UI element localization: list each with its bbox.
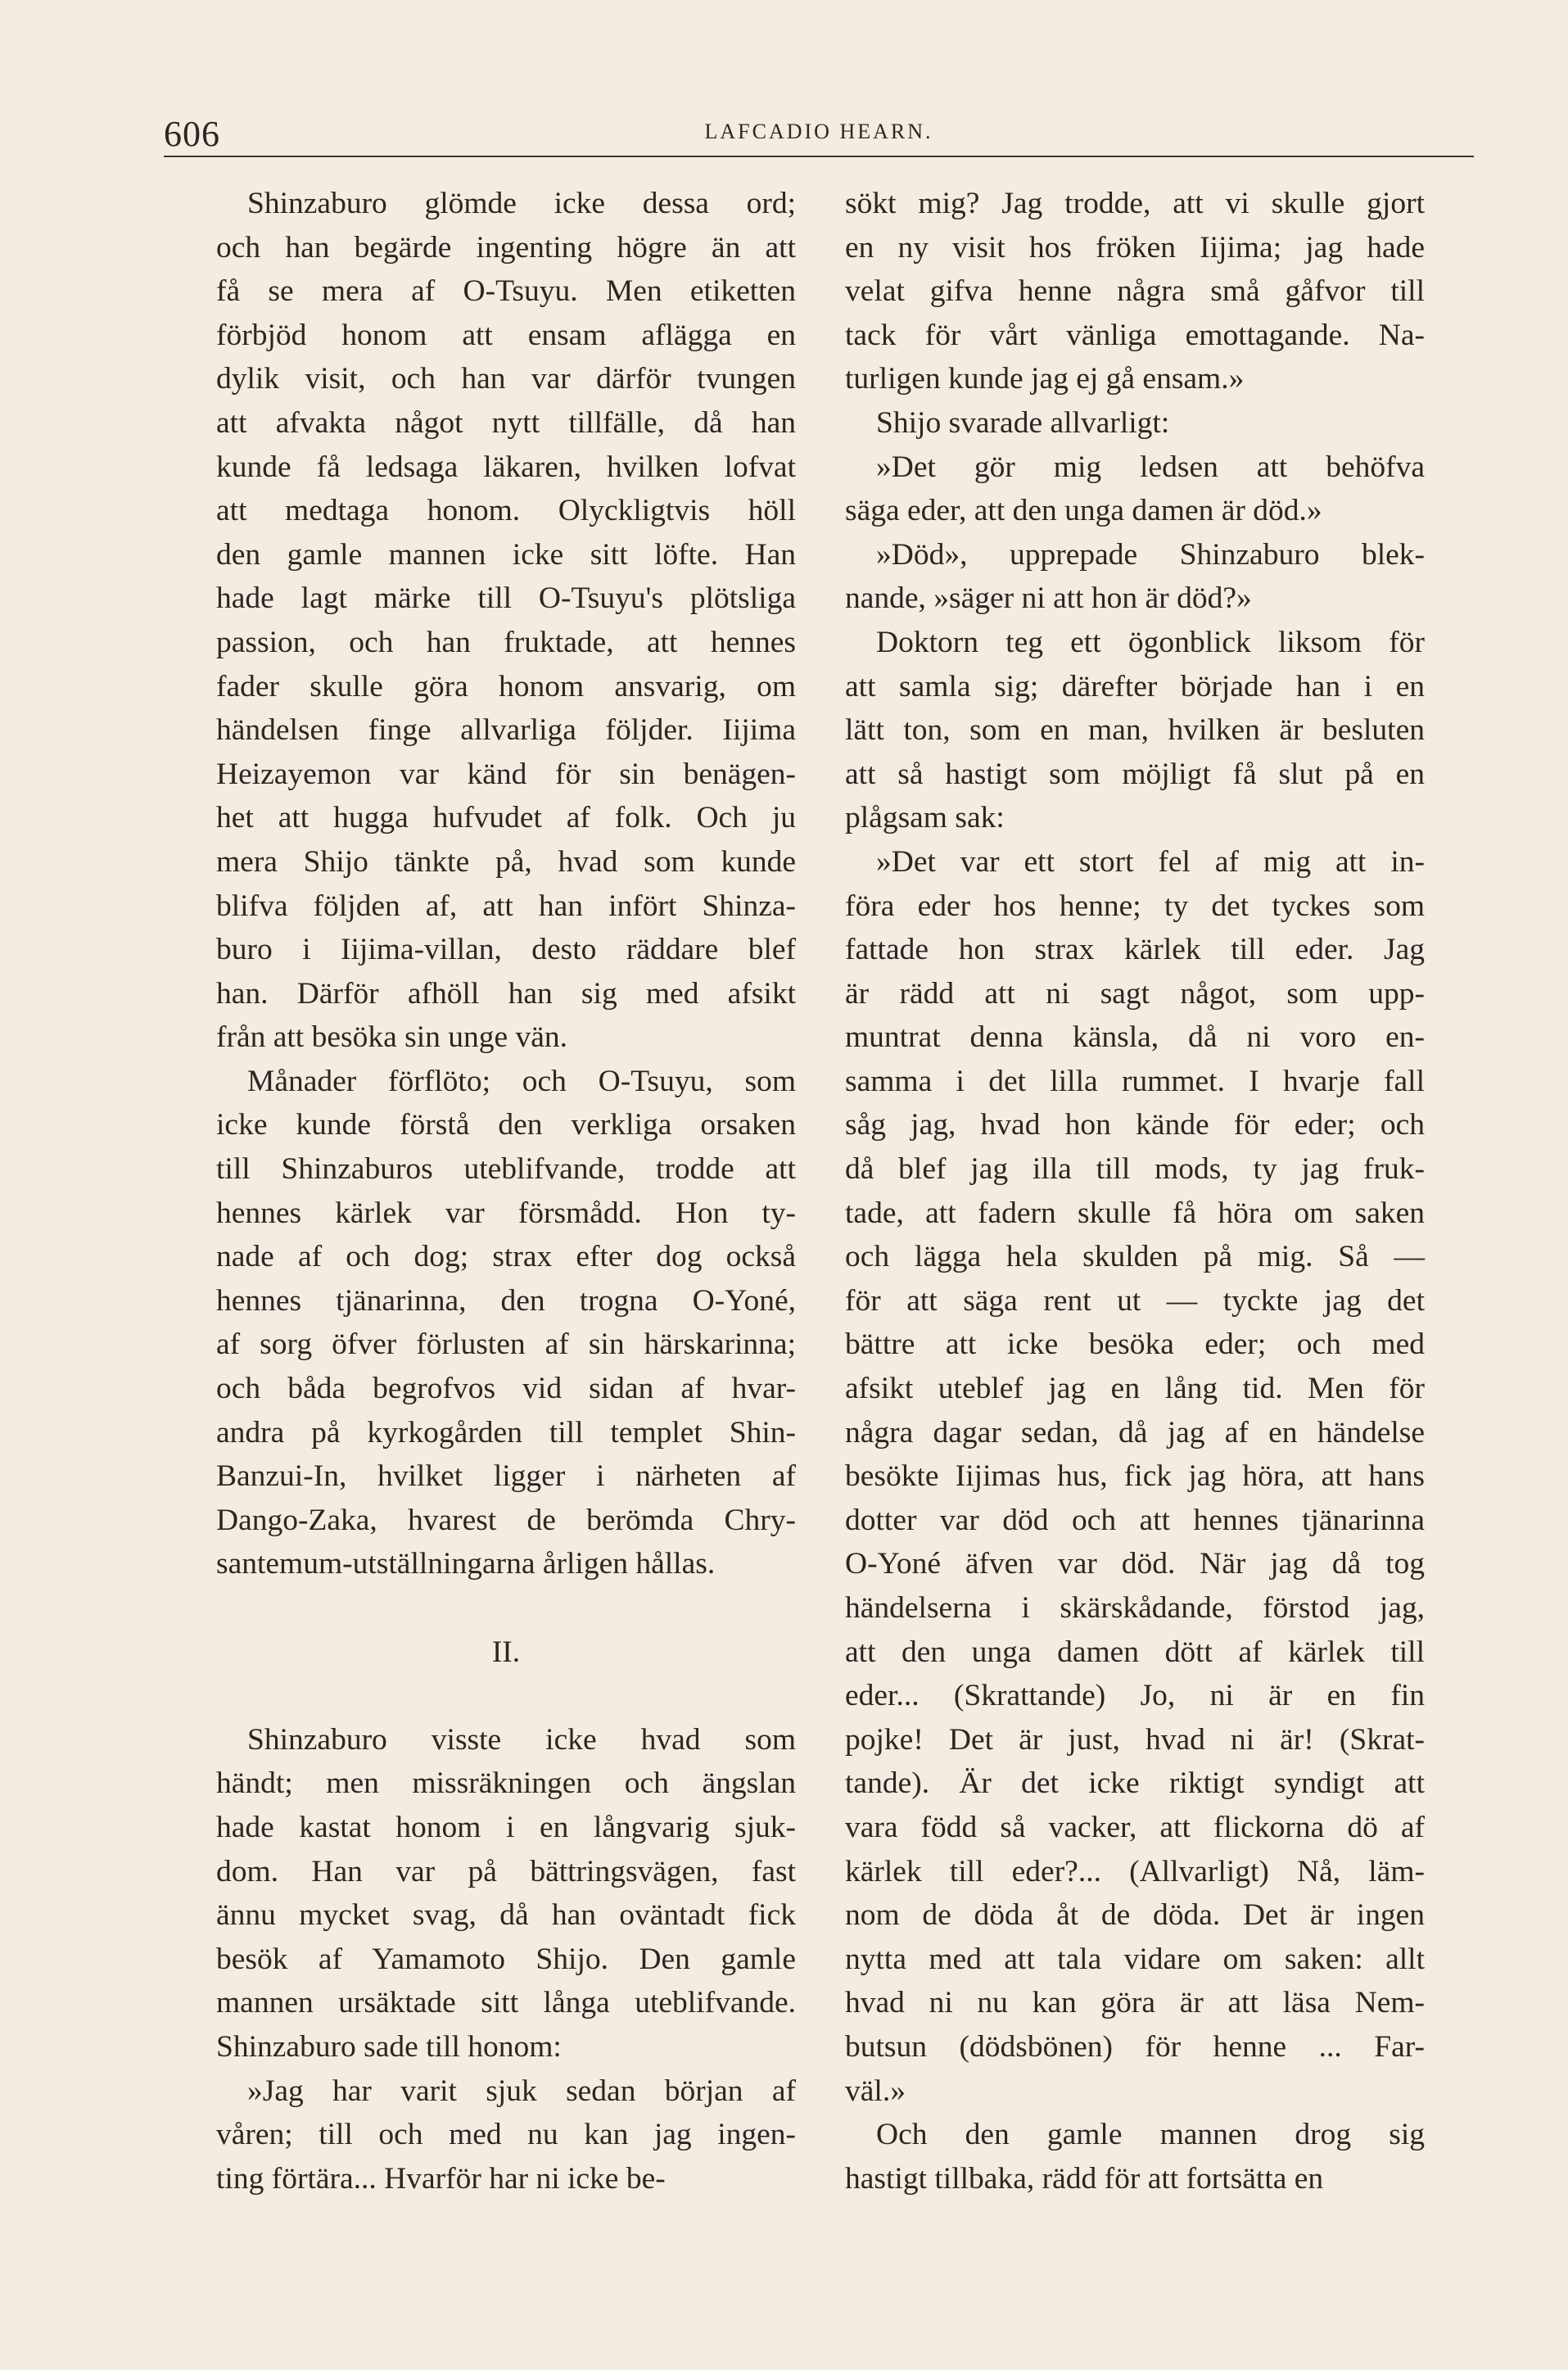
text-line: Månader förflöto; och O-Tsuyu, som: [247, 1064, 796, 1098]
text-line: våren; till och med nu kan jag ingen-: [216, 2118, 796, 2152]
text-line: ännu mycket svag, då han oväntadt fick: [216, 1898, 796, 1933]
text-line: dotter var död och att hennes tjänarinna: [845, 1503, 1425, 1537]
header-rule: [164, 156, 1474, 157]
text-line: en ny visit hos fröken Iijima; jag hade: [845, 230, 1425, 265]
text-line: då blef jag illa till mods, ty jag fruk-: [845, 1152, 1425, 1187]
text-line: blifva följden af, att han infört Shinza-: [216, 889, 796, 923]
text-line: afsikt uteblef jag en lång tid. Men för: [845, 1372, 1425, 1406]
text-line: santemum-utställningarna årligen hållas.: [216, 1547, 716, 1581]
text-line: hade lagt märke till O-Tsuyu's plötsliga: [216, 581, 796, 616]
text-line: och båda begrofvos vid sidan af hvar-: [216, 1372, 796, 1406]
text-line: eder... (Skrattande) Jo, ni är en fin: [845, 1679, 1425, 1713]
text-line: velat gifva henne några små gåfvor till: [845, 274, 1425, 309]
text-line: het att hugga hufvudet af folk. Och ju: [216, 801, 796, 835]
text-line: föra eder hos henne; ty det tyckes som: [845, 889, 1425, 923]
text-line: Shinzaburo glömde icke dessa ord;: [247, 187, 796, 220]
text-line: »Död», upprepade Shinzaburo blek-: [876, 537, 1425, 572]
text-line: mera Shijo tänkte på, hvad som kunde: [216, 844, 796, 879]
running-head: LAFCADIO HEARN.: [704, 120, 933, 143]
text-line: tande). Är det icke riktigt syndigt att: [845, 1766, 1425, 1801]
text-line: tade, att fadern skulle få höra om saken: [845, 1196, 1425, 1230]
text-line: kärlek till eder?... (Allvarligt) Nå, läm-: [845, 1854, 1425, 1888]
text-line: hvad ni nu kan göra är att läsa Nem-: [845, 1986, 1425, 2020]
text-line: nande, »säger ni att hon är död?»: [845, 581, 1252, 616]
left-column: [216, 182, 796, 2200]
text-line: säga eder, att den unga damen är död.»: [845, 494, 1322, 528]
text-line: Shinzaburo sade till honom:: [216, 2029, 562, 2064]
text-line: lätt ton, som en man, hvilken är besluten: [845, 713, 1425, 748]
text-line: att afvakta något nytt tillfälle, då han: [216, 405, 796, 440]
text-line: af sorg öfver förlusten af sin härskarinna;: [216, 1327, 796, 1362]
text-line: dylik visit, och han var därför tvungen: [216, 362, 796, 396]
text-line: från att besöka sin unge vän.: [216, 1020, 568, 1055]
text-line: händelsen finge allvarliga följder. Iijima: [216, 713, 796, 748]
text-line: samma i det lilla rummet. I hvarje fall: [845, 1064, 1425, 1098]
text-line: hastigt tillbaka, rädd för att fortsätta en: [845, 2161, 1324, 2196]
text-line: nade af och dog; strax efter dog också: [216, 1240, 796, 1274]
text-line: att medtaga honom. Olyckligtvis höll: [216, 494, 796, 528]
text-line: Och den gamle mannen drog sig: [876, 2118, 1425, 2152]
text-line: få se mera af O-Tsuyu. Men etiketten: [216, 274, 796, 309]
text-line: ting förtära... Hvarför har ni icke be-: [216, 2161, 666, 2196]
text-line: butsun (dödsbönen) för henne ... Far-: [845, 2029, 1425, 2064]
text-line: fader skulle göra honom ansvarig, om: [216, 669, 796, 703]
text-line: Banzui-In, hvilket ligger i närheten af: [216, 1459, 796, 1494]
text-line: muntrat denna känsla, då ni voro en-: [845, 1020, 1425, 1055]
text-line: händt; men missräkningen och ängslan: [216, 1766, 796, 1801]
text-line: nom de döda åt de döda. Det är ingen: [845, 1898, 1425, 1933]
text-line: dom. Han var på bättringsvägen, fast: [216, 1854, 796, 1888]
text-line: Dango-Zaka, hvarest de berömda Chry-: [216, 1503, 796, 1537]
text-line: kunde få ledsaga läkaren, hvilken lofvat: [216, 450, 796, 484]
text-line: [216, 1586, 796, 1631]
text-line: »Det var ett stort fel af mig att in-: [876, 844, 1425, 879]
text-line: och lägga hela skulden på mig. Så —: [845, 1240, 1425, 1274]
text-line: för att säga rent ut — tyckte jag det: [845, 1283, 1425, 1318]
text-line: O-Yoné äfven var död. När jag då tog: [845, 1547, 1425, 1581]
text-line: mannen ursäktade sitt långa uteblifvande.: [216, 1986, 796, 2020]
text-line: är rädd att ni sagt något, som upp-: [845, 976, 1425, 1011]
text-line: bättre att icke besöka eder; och med: [845, 1327, 1425, 1362]
text-line: buro i Iijima-villan, desto räddare blef: [216, 933, 796, 967]
text-line: och han begärde ingenting högre än att: [216, 230, 796, 265]
text-line: tack för vårt vänliga emottagande. Na-: [845, 318, 1425, 352]
text-line: några dagar sedan, då jag af en händelse: [845, 1415, 1425, 1450]
page-header: [164, 113, 1474, 162]
text-line: passion, och han fruktade, att hennes: [216, 625, 796, 659]
text-line: Shijo svarade allvarligt:: [876, 405, 1170, 440]
text-line: nytta med att tala vidare om saken: allt: [845, 1942, 1425, 1976]
text-line: hennes tjänarinna, den trogna O-Yoné,: [216, 1283, 796, 1318]
text-line: andra på kyrkogården till templet Shin-: [216, 1415, 796, 1450]
page-number: 606: [164, 114, 220, 154]
section-heading: II.: [491, 1635, 521, 1669]
text-line: besökte Iijimas hus, fick jag höra, att hans: [845, 1459, 1425, 1494]
text-line: hade kastat honom i en långvarig sjuk-: [216, 1810, 796, 1844]
text-line: Shinzaburo visste icke hvad som: [247, 1722, 796, 1757]
text-line: till Shinzaburos uteblifvande, trodde att: [216, 1152, 796, 1187]
text-line: väl.»: [845, 2074, 906, 2108]
text-line: pojke! Det är just, hvad ni är! (Skrat-: [845, 1722, 1425, 1757]
text-line: såg jag, hvad hon kände för eder; och: [845, 1108, 1425, 1142]
text-line: icke kunde förstå den verkliga orsaken: [216, 1108, 796, 1142]
text-line: förbjöd honom att ensam aflägga en: [216, 318, 796, 352]
text-line: att den unga damen dött af kärlek till: [845, 1635, 1425, 1669]
text-line: turligen kunde jag ej gå ensam.»: [845, 362, 1245, 396]
text-line: plågsam sak:: [845, 801, 1005, 835]
text-line: fattade hon strax kärlek till eder. Jag: [845, 933, 1425, 967]
right-column: [845, 182, 1425, 2200]
text-line: han. Därför afhöll han sig med afsikt: [216, 976, 796, 1011]
text-line: »Jag har varit sjuk sedan början af: [247, 2074, 796, 2108]
text-line: att samla sig; därefter började han i en: [845, 669, 1425, 703]
text-line: vara född så vacker, att flickorna dö af: [845, 1810, 1425, 1844]
text-line: hennes kärlek var försmådd. Hon ty-: [216, 1196, 796, 1230]
text-line: besök af Yamamoto Shijo. Den gamle: [216, 1942, 796, 1976]
text-line: den gamle mannen icke sitt löfte. Han: [216, 537, 796, 572]
text-line: [216, 1674, 796, 1718]
text-line: Doktorn teg ett ögonblick liksom för: [876, 625, 1425, 659]
text-line: sökt mig? Jag trodde, att vi skulle gjort: [845, 187, 1425, 220]
text-line: händelserna i skärskådande, förstod jag,: [845, 1591, 1425, 1625]
text-line: Heizayemon var känd för sin benägen-: [216, 757, 796, 791]
text-line: »Det gör mig ledsen att behöfva: [876, 450, 1425, 484]
text-line: att så hastigt som möjligt få slut på en: [845, 757, 1425, 791]
